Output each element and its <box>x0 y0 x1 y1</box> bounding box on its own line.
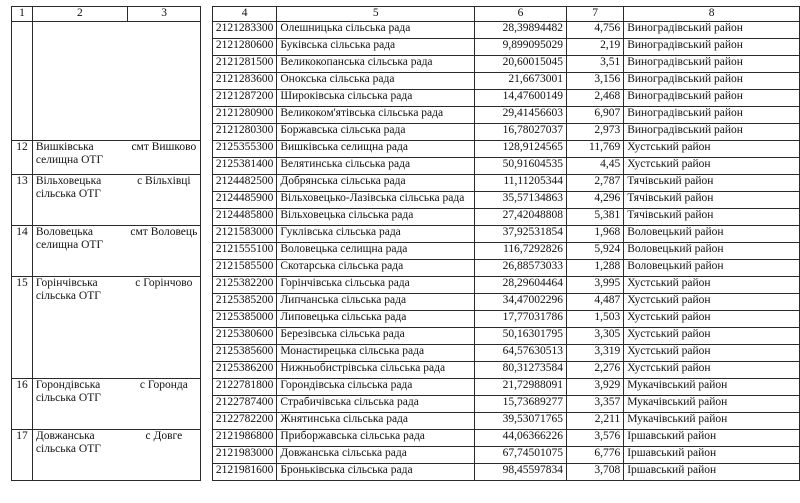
otg-number: 14 <box>12 226 33 277</box>
area-value: 21,72988091 <box>475 379 567 396</box>
district-name: Іршавський район <box>624 430 800 447</box>
area-value: 28,39894482 <box>475 22 567 39</box>
population-value: 1,288 <box>567 260 624 277</box>
area-value: 39,53071765 <box>475 413 567 430</box>
council-name: Скотарська сільська рада <box>277 260 475 277</box>
column-gap <box>201 141 213 175</box>
column-gap <box>201 226 213 277</box>
area-value: 16,78027037 <box>475 124 567 141</box>
district-name: Тячівський район <box>624 175 800 192</box>
district-name: Мукачівський район <box>624 396 800 413</box>
council-name: Страбичівська сільська рада <box>277 396 475 413</box>
area-value: 98,45597834 <box>475 464 567 481</box>
otg-name: Горінчівська сільська ОТГ <box>32 277 127 379</box>
council-name: Липовецька сільська рада <box>277 311 475 328</box>
district-name: Виноградівський район <box>624 22 800 39</box>
koatuu-code: 2125382200 <box>212 277 277 294</box>
population-value: 6,907 <box>567 107 624 124</box>
area-value: 20,60015045 <box>475 56 567 73</box>
council-name: Вільховецька сільська рада <box>277 209 475 226</box>
otg-name: Вільховецька сільська ОТГ <box>32 175 127 226</box>
koatuu-code: 2125380600 <box>212 328 277 345</box>
column-number-8: 8 <box>624 7 800 22</box>
district-name: Хустський район <box>624 294 800 311</box>
table-row <box>12 22 800 39</box>
council-name: Великоком'ятівська сільська рада <box>277 107 475 124</box>
council-name: Жнятинська сільська рада <box>277 413 475 430</box>
table-row <box>12 379 800 396</box>
council-name: Широківська сільська рада <box>277 90 475 107</box>
koatuu-code: 2124482500 <box>212 175 277 192</box>
district-name: Тячівський район <box>624 209 800 226</box>
population-value: 3,357 <box>567 396 624 413</box>
column-number-2: 2 <box>32 7 127 22</box>
area-value: 34,47002296 <box>475 294 567 311</box>
population-value: 2,468 <box>567 90 624 107</box>
district-name: Мукачівський район <box>624 379 800 396</box>
otg-center: с Довге <box>127 430 200 481</box>
population-value: 5,924 <box>567 243 624 260</box>
koatuu-code: 2121555100 <box>212 243 277 260</box>
district-name: Хустський район <box>624 345 800 362</box>
district-name: Тячівський район <box>624 192 800 209</box>
district-name: Іршавський район <box>624 464 800 481</box>
otg-name: Горондівська сільська ОТГ <box>32 379 127 430</box>
koatuu-code: 2124485800 <box>212 209 277 226</box>
population-value: 2,973 <box>567 124 624 141</box>
area-value: 14,47600149 <box>475 90 567 107</box>
column-gap <box>201 175 213 226</box>
council-name: Березівська сільська рада <box>277 328 475 345</box>
column-gap <box>201 22 213 141</box>
area-value: 29,41456603 <box>475 107 567 124</box>
koatuu-code: 2122787400 <box>212 396 277 413</box>
koatuu-code: 2121986800 <box>212 430 277 447</box>
column-gap <box>201 7 213 22</box>
koatuu-code: 2125355300 <box>212 141 277 158</box>
koatuu-code: 2125385000 <box>212 311 277 328</box>
otg-name <box>32 22 127 141</box>
area-value: 50,16301795 <box>475 328 567 345</box>
koatuu-code: 2121585500 <box>212 260 277 277</box>
area-value: 21,6673001 <box>475 73 567 90</box>
population-value: 3,929 <box>567 379 624 396</box>
otg-name: Довжанська сільська ОТГ <box>32 430 127 481</box>
area-value: 11,11205344 <box>475 175 567 192</box>
population-value: 1,503 <box>567 311 624 328</box>
district-name: Воловецький район <box>624 243 800 260</box>
otg-center: смт Воловець <box>127 226 200 277</box>
table-row <box>12 175 800 192</box>
column-number-5: 5 <box>277 7 475 22</box>
koatuu-code: 2122782200 <box>212 413 277 430</box>
otg-table <box>11 6 800 481</box>
otg-number: 12 <box>12 141 33 175</box>
koatuu-code: 2125385600 <box>212 345 277 362</box>
koatuu-code: 2125386200 <box>212 362 277 379</box>
otg-number: 13 <box>12 175 33 226</box>
area-value: 116,7292826 <box>475 243 567 260</box>
koatuu-code: 2121281500 <box>212 56 277 73</box>
koatuu-code: 2121280300 <box>212 124 277 141</box>
table-row <box>12 277 800 294</box>
otg-number <box>12 22 33 141</box>
area-value: 67,74501075 <box>475 447 567 464</box>
council-name: Броньківська сільська рада <box>277 464 475 481</box>
council-name: Гуклівська сільська рада <box>277 226 475 243</box>
koatuu-code: 2125381400 <box>212 158 277 175</box>
column-number-7: 7 <box>567 7 624 22</box>
otg-number: 16 <box>12 379 33 430</box>
population-value: 4,756 <box>567 22 624 39</box>
district-name: Виноградівський район <box>624 39 800 56</box>
column-number-row <box>12 7 800 22</box>
population-value: 6,776 <box>567 447 624 464</box>
column-gap <box>201 379 213 430</box>
area-value: 27,42048808 <box>475 209 567 226</box>
council-name: Довжанська сільська рада <box>277 447 475 464</box>
population-value: 3,708 <box>567 464 624 481</box>
population-value: 3,51 <box>567 56 624 73</box>
table-row <box>12 430 800 447</box>
population-value: 3,576 <box>567 430 624 447</box>
koatuu-code: 2121283300 <box>212 22 277 39</box>
district-name: Хустський район <box>624 328 800 345</box>
column-gap <box>201 430 213 481</box>
area-value: 44,06366226 <box>475 430 567 447</box>
population-value: 3,995 <box>567 277 624 294</box>
koatuu-code: 2121283600 <box>212 73 277 90</box>
district-name: Мукачівський район <box>624 413 800 430</box>
area-value: 28,29604464 <box>475 277 567 294</box>
koatuu-code: 2121280600 <box>212 39 277 56</box>
population-value: 4,296 <box>567 192 624 209</box>
council-name: Олешницька сільська рада <box>277 22 475 39</box>
district-name: Хустський район <box>624 311 800 328</box>
council-name: Горондівська сільська рада <box>277 379 475 396</box>
column-gap <box>201 277 213 379</box>
population-value: 3,305 <box>567 328 624 345</box>
council-name: Буківська сільська рада <box>277 39 475 56</box>
otg-number: 15 <box>12 277 33 379</box>
population-value: 3,319 <box>567 345 624 362</box>
population-value: 11,769 <box>567 141 624 158</box>
area-value: 9,899095029 <box>475 39 567 56</box>
council-name: Липчанська сільська рада <box>277 294 475 311</box>
otg-center: с Горінчово <box>127 277 200 379</box>
otg-center: с Вільхівці <box>127 175 200 226</box>
koatuu-code: 2122781800 <box>212 379 277 396</box>
population-value: 3,156 <box>567 73 624 90</box>
population-value: 2,211 <box>567 413 624 430</box>
council-name: Великокопанська сільська рада <box>277 56 475 73</box>
district-name: Виноградівський район <box>624 107 800 124</box>
population-value: 1,968 <box>567 226 624 243</box>
district-name: Хустський район <box>624 362 800 379</box>
koatuu-code: 2121983000 <box>212 447 277 464</box>
council-name: Воловецька селищна рада <box>277 243 475 260</box>
district-name: Виноградівський район <box>624 56 800 73</box>
area-value: 37,92531854 <box>475 226 567 243</box>
district-name: Виноградівський район <box>624 73 800 90</box>
council-name: Приборжавська сільська рада <box>277 430 475 447</box>
otg-center <box>127 22 200 141</box>
population-value: 2,276 <box>567 362 624 379</box>
column-number-3: 3 <box>127 7 200 22</box>
otg-name: Вишківська селищна ОТГ <box>32 141 127 175</box>
district-name: Хустський район <box>624 141 800 158</box>
district-name: Хустський район <box>624 277 800 294</box>
area-value: 50,91604535 <box>475 158 567 175</box>
column-number-4: 4 <box>212 7 277 22</box>
area-value: 80,31273584 <box>475 362 567 379</box>
population-value: 4,45 <box>567 158 624 175</box>
council-name: Монастирецька сільська рада <box>277 345 475 362</box>
koatuu-code: 2121981600 <box>212 464 277 481</box>
koatuu-code: 2121287200 <box>212 90 277 107</box>
koatuu-code: 2121583000 <box>212 226 277 243</box>
koatuu-code: 2121280900 <box>212 107 277 124</box>
district-name: Воловецький район <box>624 226 800 243</box>
otg-center: с Горонда <box>127 379 200 430</box>
otg-center: смт Вишково <box>127 141 200 175</box>
otg-number: 17 <box>12 430 33 481</box>
district-name: Іршавський район <box>624 447 800 464</box>
district-name: Воловецький район <box>624 260 800 277</box>
table-body <box>12 7 800 481</box>
area-value: 15,73689277 <box>475 396 567 413</box>
area-value: 26,88573033 <box>475 260 567 277</box>
district-name: Хустський район <box>624 158 800 175</box>
council-name: Нижньобистрівська сільська рада <box>277 362 475 379</box>
koatuu-code: 2124485900 <box>212 192 277 209</box>
column-number-6: 6 <box>475 7 567 22</box>
population-value: 2,787 <box>567 175 624 192</box>
council-name: Вишківська селищна рада <box>277 141 475 158</box>
koatuu-code: 2125385200 <box>212 294 277 311</box>
district-name: Виноградівський район <box>624 124 800 141</box>
population-value: 4,487 <box>567 294 624 311</box>
population-value: 5,381 <box>567 209 624 226</box>
column-number-1: 1 <box>12 7 33 22</box>
area-value: 35,57134863 <box>475 192 567 209</box>
area-value: 128,9124565 <box>475 141 567 158</box>
area-value: 64,57630513 <box>475 345 567 362</box>
table-row <box>12 226 800 243</box>
area-value: 17,77031786 <box>475 311 567 328</box>
council-name: Горінчівська сільська рада <box>277 277 475 294</box>
council-name: Онокська сільська рада <box>277 73 475 90</box>
district-name: Виноградівський район <box>624 90 800 107</box>
council-name: Велятинська сільська рада <box>277 158 475 175</box>
council-name: Добрянська сільська рада <box>277 175 475 192</box>
council-name: Вільховецько-Лазівська сільська рада <box>277 192 475 209</box>
otg-name: Воловецька селищна ОТГ <box>32 226 127 277</box>
population-value: 2,19 <box>567 39 624 56</box>
council-name: Боржавська сільська рада <box>277 124 475 141</box>
table-row <box>12 141 800 158</box>
